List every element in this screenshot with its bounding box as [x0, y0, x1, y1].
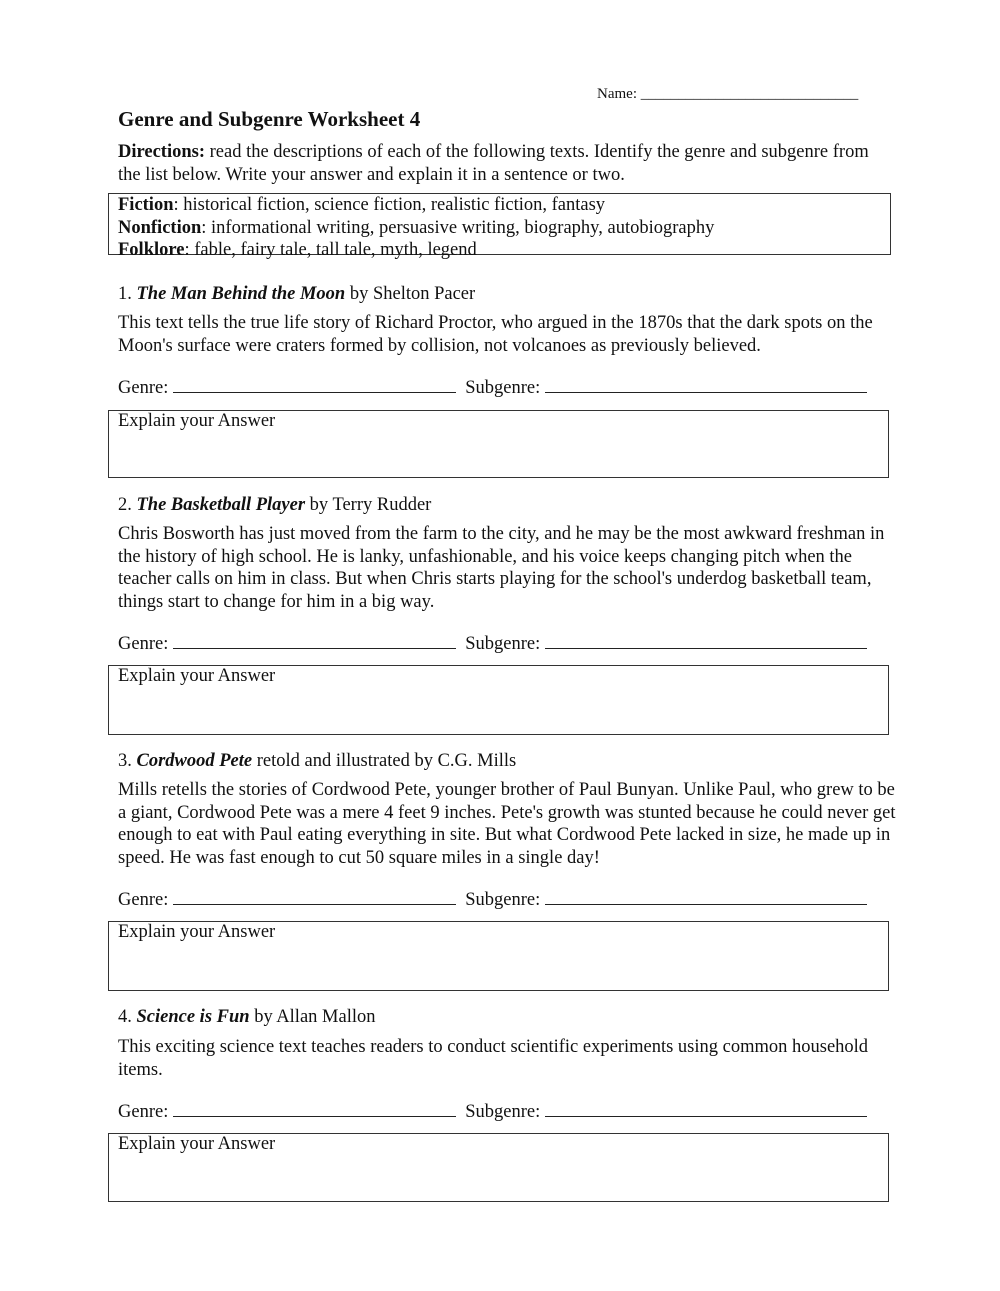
genre-name: Fiction — [118, 195, 174, 215]
question-3-explain-box[interactable] — [108, 921, 889, 991]
genre-items: : historical fiction, science fiction, realistic fiction, fantasy — [173, 195, 606, 215]
question-1-heading — [118, 284, 475, 305]
name-field[interactable] — [597, 86, 858, 103]
book-title: The Man Behind the Moon — [136, 284, 346, 304]
subgenre-answer-field[interactable] — [545, 634, 867, 649]
subgenre-label: Subgenre: — [465, 890, 541, 910]
genre-fiction — [118, 194, 890, 217]
book-byline: by Shelton Pacer — [345, 284, 476, 304]
question-number: 3. — [118, 751, 132, 771]
genre-label: Genre: — [118, 890, 169, 910]
genre-answer-field[interactable] — [173, 1102, 456, 1117]
question-3-description: Mills retells the stories of Cordwood Pete, younger brother of Paul Bunyan. Unlike Paul, who grew to be a giant, Cordwood Pete was a mere 4 feet 9 inches. Pete's growth was stunted because he could never get enough to eat with Paul eating everything in site. But what Cordwood Pete lacked in size, he made up in speed. He was fast enough to cut 50 square miles in a single day! — [118, 780, 896, 868]
question-1-explain-box[interactable] — [108, 410, 889, 478]
book-title: Cordwood Pete — [136, 751, 253, 771]
subgenre-answer-field[interactable] — [545, 890, 867, 905]
question-1-description: This text tells the true life story of Richard Proctor, who argued in the 1870s that the dark spots on the Moon's surface were craters formed by collision, not volcanoes as previously believed. — [118, 313, 873, 356]
question-number: 2. — [118, 495, 132, 515]
genre-name: Nonfiction — [118, 217, 202, 238]
directions-text: read the descriptions of each of the following texts. Identify the genre and subgenre from the list below. Write your answer and explain it in a sentence or two. — [118, 142, 869, 185]
question-number: 1. — [118, 284, 132, 304]
book-byline: by Allan Mallon — [249, 1007, 376, 1027]
book-title: The Basketball Player — [136, 495, 306, 515]
question-2-explain-box[interactable] — [108, 665, 889, 735]
genre-folklore — [118, 239, 890, 262]
genre-items: : fable, fairy tale, tall tale, myth, legend — [184, 240, 477, 260]
question-3-heading — [118, 751, 516, 772]
explain-label: Explain your Answer — [118, 666, 276, 686]
genre-label: Genre: — [118, 634, 169, 654]
genre-list-box — [108, 193, 891, 260]
question-4-explain-box[interactable] — [108, 1133, 889, 1202]
subgenre-label: Subgenre: — [465, 378, 541, 398]
directions-label: Directions: — [118, 142, 205, 162]
question-3-genre-row — [118, 890, 867, 911]
subgenre-label: Subgenre: — [465, 1102, 541, 1122]
explain-label: Explain your Answer — [118, 922, 276, 942]
page-title: Genre and Subgenre Worksheet 4 — [118, 107, 421, 131]
question-1-genre-row — [118, 378, 867, 399]
genre-answer-field[interactable] — [173, 890, 456, 905]
book-byline: retold and illustrated by C.G. Mills — [252, 751, 517, 771]
question-2-description: Chris Bosworth has just moved from the farm to the city, and he may be the most awkward freshman in the history of high school. He is lanky, unfashionable, and his voice keeps changing pitch when the teacher calls on him in class. But when Chris starts playing for the school's underdog basketball team, things start to change for him in a big way. — [118, 524, 885, 612]
name-label: Name: — [597, 86, 637, 102]
genre-name: Folklore — [118, 240, 185, 260]
explain-label: Explain your Answer — [118, 411, 276, 431]
question-4-genre-row — [118, 1102, 867, 1123]
subgenre-answer-field[interactable] — [545, 1102, 867, 1117]
genre-answer-field[interactable] — [173, 378, 456, 393]
genre-label: Genre: — [118, 1102, 169, 1122]
name-blank[interactable]: _____________________________ — [640, 86, 859, 102]
question-4-heading — [118, 1007, 375, 1028]
explain-label: Explain your Answer — [118, 1134, 276, 1154]
genre-items: : informational writing, persuasive writing, biography, autobiography — [201, 217, 715, 238]
question-number: 4. — [118, 1007, 132, 1027]
genre-answer-field[interactable] — [173, 634, 456, 649]
directions — [118, 141, 888, 186]
question-4-description: This exciting science text teaches readers to conduct scientific experiments using common household items. — [118, 1037, 869, 1080]
question-2-genre-row — [118, 634, 867, 655]
book-byline: by Terry Rudder — [305, 495, 432, 515]
genre-nonfiction — [118, 217, 890, 240]
book-title: Science is Fun — [136, 1007, 250, 1027]
subgenre-answer-field[interactable] — [545, 378, 867, 393]
genre-label: Genre: — [118, 378, 169, 398]
subgenre-label: Subgenre: — [465, 634, 541, 654]
question-2-heading — [118, 495, 431, 516]
